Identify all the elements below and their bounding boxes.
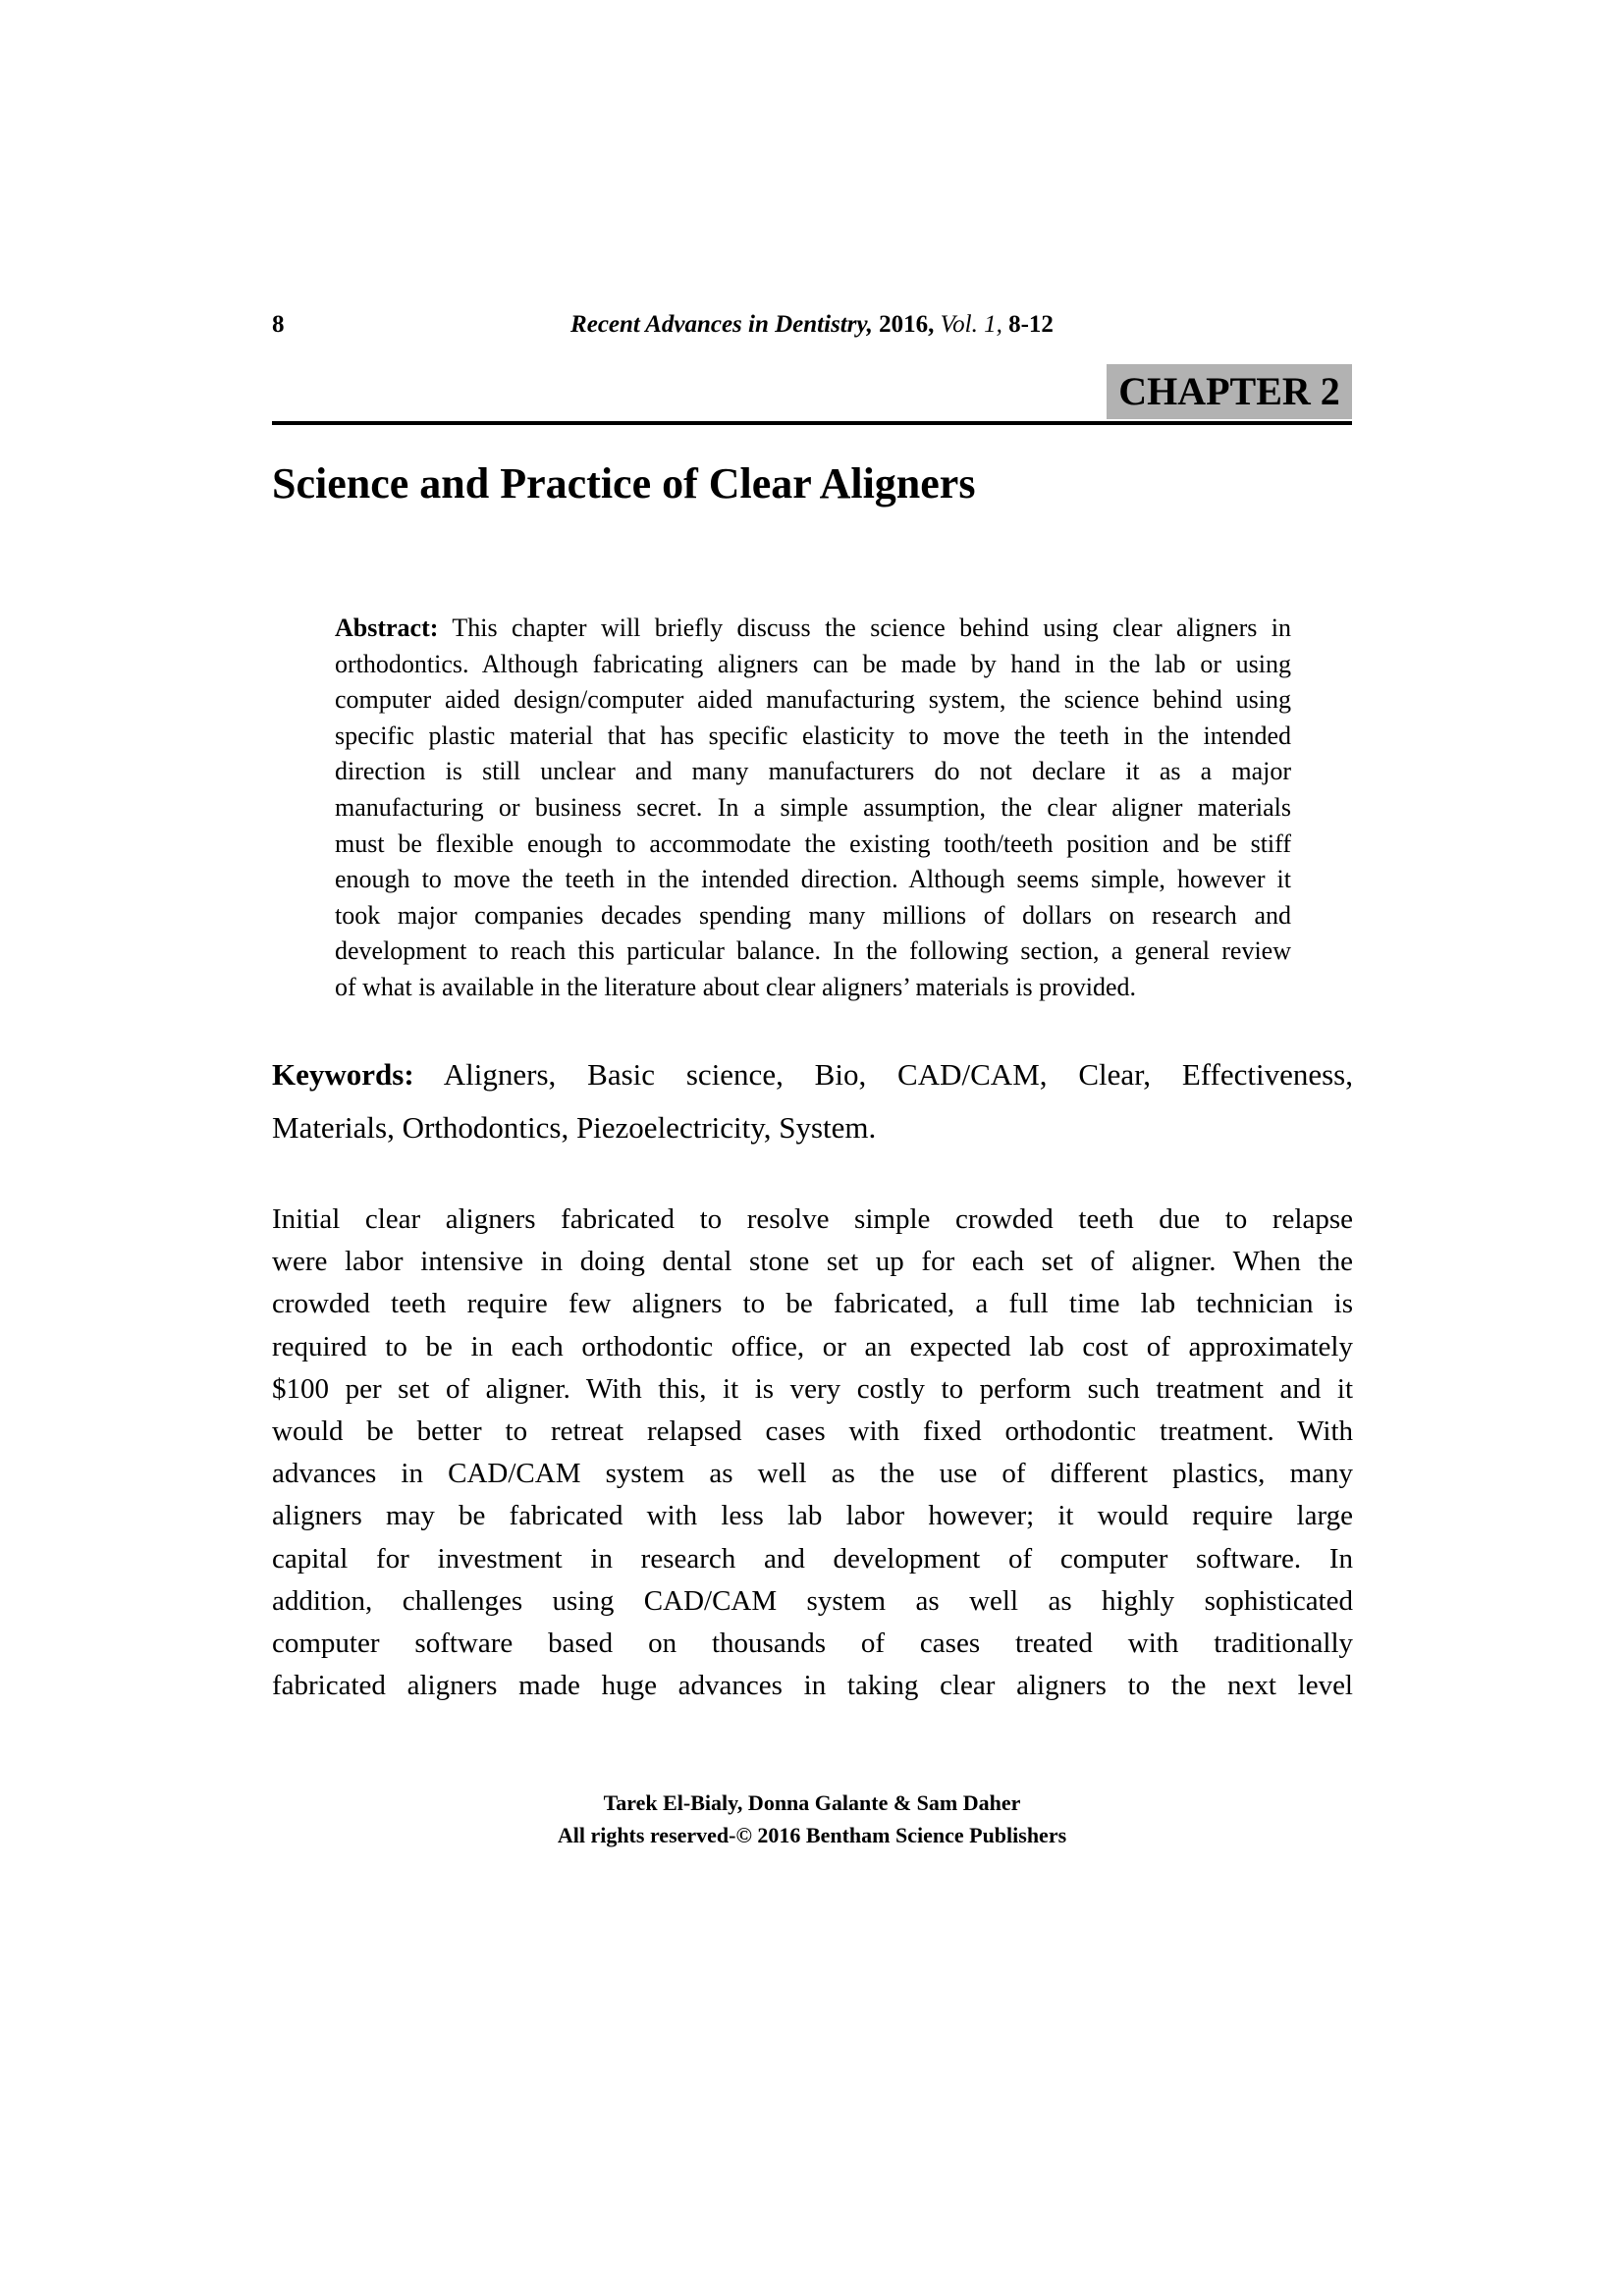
text-line: would be better to retreat relapsed cases with fixed orthodontic treatment. With — [272, 1415, 1353, 1447]
body-paragraph — [272, 1199, 1353, 1707]
text-line: addition, challenges using CAD/CAM system as well as highly sophisticated — [272, 1584, 1353, 1617]
page-footer — [0, 1787, 1624, 1851]
text-line: Keywords: Aligners, Basic science, Bio, CAD/CAM, Clear, Effectiveness, — [272, 1057, 1353, 1092]
text-line: aligners may be fabricated with less lab labor however; it would require large — [272, 1500, 1353, 1532]
running-header-segment: 2016, — [879, 311, 941, 338]
running-header — [0, 310, 1624, 340]
text-line: crowded teeth require few aligners to be fabricated, a full time lab technician is — [272, 1288, 1353, 1320]
footer-copyright: All rights reserved-© 2016 Bentham Science Publishers — [557, 1823, 1067, 1847]
chapter-title: Science and Practice of Clear Aligners — [272, 459, 976, 507]
running-header-segment: Vol. 1, — [940, 311, 1009, 338]
text-line: took major companies decades spending many millions of dollars on research and — [335, 900, 1291, 930]
text-line: advances in CAD/CAM system as well as the use of different plastics, many — [272, 1458, 1353, 1490]
text-line: manufacturing or business secret. In a simple assumption, the clear aligner materials — [335, 792, 1291, 822]
text-line: specific plastic material that has specific elasticity to move the teeth in the intended — [335, 721, 1291, 750]
text-line: Abstract: This chapter will briefly discuss the science behind using clear aligners in — [335, 614, 1291, 642]
text-line: were labor intensive in doing dental stone set up for each set of aligner. When the — [272, 1246, 1353, 1278]
text-line: fabricated aligners made huge advances in taking clear aligners to the next level — [272, 1670, 1353, 1702]
text-line: Initial clear aligners fabricated to resolve simple crowded teeth due to relapse — [272, 1203, 1353, 1235]
text-line: of what is available in the literature about clear aligners’ materials is provided. — [335, 972, 1137, 1001]
text-line: must be flexible enough to accommodate the existing tooth/teeth position and be stiff — [335, 828, 1291, 858]
text-line: computer aided design/computer aided manufacturing system, the science behind using — [335, 685, 1291, 715]
text-line: computer software based on thousands of cases treated with traditionally — [272, 1627, 1353, 1659]
text-line: required to be in each orthodontic office, or an expected lab cost of approximately — [272, 1330, 1353, 1362]
page-number: 8 — [272, 311, 285, 338]
abstract-paragraph — [335, 611, 1291, 1006]
text-line: enough to move the teeth in the intended direction. Although seems simple, however it — [335, 865, 1291, 894]
footer-authors: Tarek El-Bialy, Donna Galante & Sam Daher — [603, 1790, 1021, 1815]
text-line: $100 per set of aligner. With this, it is very costly to perform such treatment and it — [272, 1372, 1353, 1405]
text-line: capital for investment in research and development of computer software. In — [272, 1542, 1353, 1575]
text-line: orthodontics. Although fabricating aligners can be made by hand in the lab or using — [335, 649, 1291, 678]
text-line: direction is still unclear and many manufacturers do not declare it as a major — [335, 757, 1291, 786]
running-header-segment: 8-12 — [1008, 311, 1054, 338]
text-line: development to reach this particular balance. In the following section, a general review — [335, 936, 1291, 966]
keywords-paragraph — [272, 1048, 1353, 1154]
text-line: Materials, Orthodontics, Piezoelectricity, System. — [272, 1110, 877, 1145]
running-header-segment: Recent Advances in Dentistry, — [570, 311, 880, 338]
header-rule — [272, 421, 1352, 425]
chapter-badge: CHAPTER 2 — [1107, 364, 1352, 419]
